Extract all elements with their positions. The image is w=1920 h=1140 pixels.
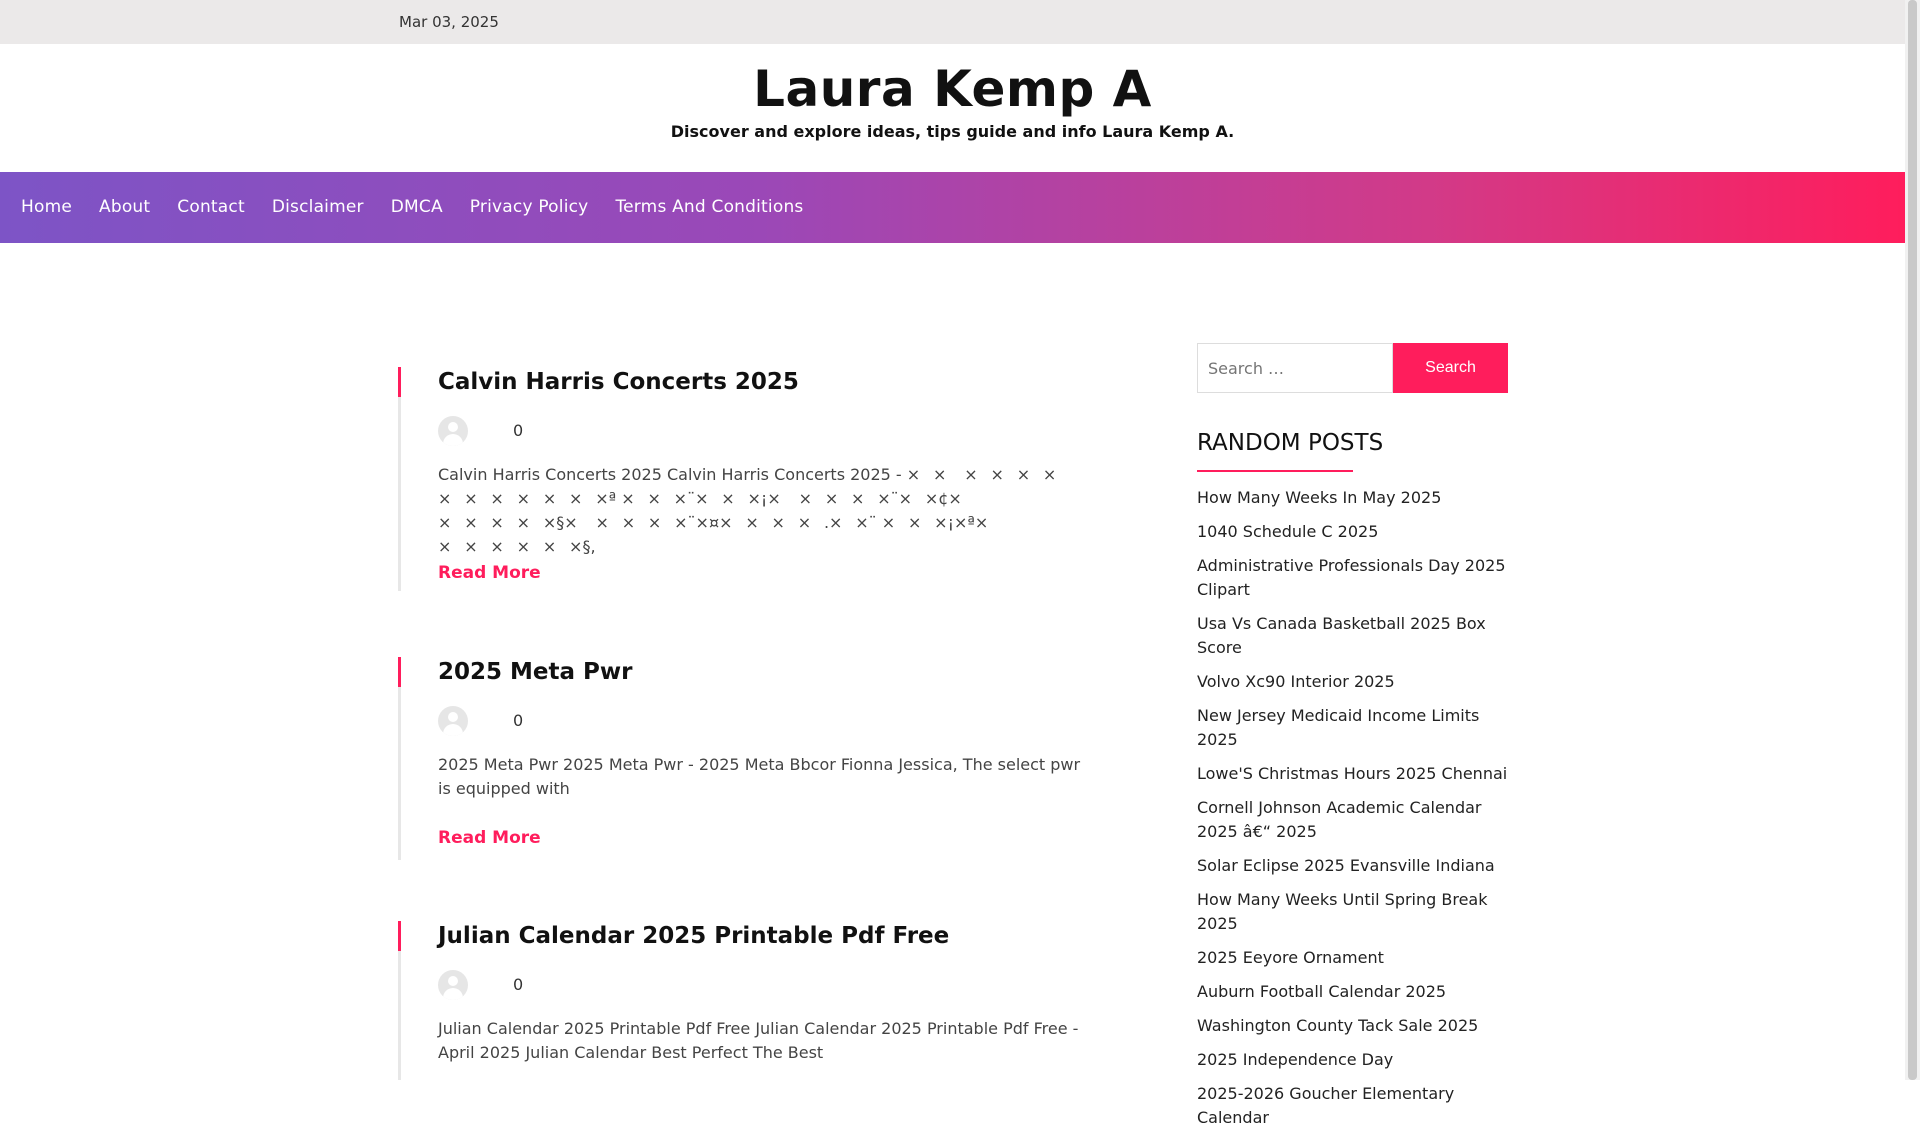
site-header — [0, 44, 1905, 172]
random-post-link[interactable]: Volvo Xc90 Interior 2025 — [1197, 672, 1395, 691]
main-navigation — [0, 172, 1905, 243]
post-card — [398, 921, 1091, 1080]
random-post-link[interactable]: Washington County Tack Sale 2025 — [1197, 1016, 1479, 1035]
random-post-link[interactable]: 2025 Eeyore Ornament — [1197, 948, 1384, 967]
author-avatar-icon[interactable] — [438, 706, 468, 736]
random-posts-heading: RANDOM POSTS — [1197, 430, 1384, 456]
post-card — [398, 657, 1091, 860]
author-avatar-icon[interactable] — [438, 970, 468, 1000]
nav-terms-and-conditions[interactable]: Terms And Conditions — [615, 197, 804, 217]
comment-count[interactable]: 0 — [513, 711, 524, 730]
nav-contact[interactable]: Contact — [177, 197, 245, 217]
random-post-link[interactable]: 2025 Independence Day — [1197, 1050, 1394, 1069]
read-more-link[interactable]: Read More — [438, 563, 541, 583]
author-avatar-icon[interactable] — [438, 416, 468, 446]
read-more-link[interactable]: Read More — [438, 828, 541, 848]
random-post-link[interactable]: 2025-2026 Goucher Elementary Calendar — [1197, 1084, 1455, 1127]
scrollbar-thumb[interactable] — [1908, 0, 1917, 1080]
site-title[interactable]: Laura Kemp A — [753, 60, 1152, 118]
random-post-link[interactable]: New Jersey Medicaid Income Limits 2025 — [1197, 706, 1480, 749]
random-post-link[interactable]: Auburn Football Calendar 2025 — [1197, 982, 1447, 1001]
comment-count[interactable]: 0 — [513, 421, 524, 440]
random-post-link[interactable]: Solar Eclipse 2025 Evansville Indiana — [1197, 856, 1495, 875]
post-title[interactable]: 2025 Meta Pwr — [438, 659, 633, 685]
random-post-link[interactable]: 1040 Schedule C 2025 — [1197, 522, 1379, 541]
page-scrollbar[interactable] — [1905, 0, 1920, 1080]
site-description: Discover and explore ideas, tips guide and info Laura Kemp A. — [670, 122, 1235, 141]
search-button[interactable]: Search — [1393, 343, 1508, 393]
random-post-link[interactable]: Administrative Professionals Day 2025 Clipart — [1197, 556, 1506, 599]
random-post-link[interactable]: How Many Weeks In May 2025 — [1197, 488, 1442, 507]
random-posts-list — [1197, 486, 1515, 1140]
nav-home[interactable]: Home — [21, 197, 73, 217]
post-accent-bar — [398, 657, 401, 687]
heading-underline — [1197, 470, 1353, 472]
top-bar — [0, 0, 1905, 44]
random-post-link[interactable]: Usa Vs Canada Basketball 2025 Box Score — [1197, 614, 1486, 657]
post-accent-bar — [398, 367, 401, 397]
post-title[interactable]: Julian Calendar 2025 Printable Pdf Free — [438, 923, 950, 949]
search-input[interactable] — [1197, 343, 1393, 393]
random-post-link[interactable]: How Many Weeks Until Spring Break 2025 — [1197, 890, 1488, 933]
nav-disclaimer[interactable]: Disclaimer — [271, 197, 364, 217]
comment-count[interactable]: 0 — [513, 975, 524, 994]
random-post-link[interactable]: Lowe'S Christmas Hours 2025 Chennai — [1197, 764, 1508, 783]
current-date: Mar 03, 2025 — [399, 13, 499, 31]
post-excerpt: Julian Calendar 2025 Printable Pdf Free Julian Calendar 2025 Printable Pdf Free - April 2025 Julian Calendar Best Perfect The Best — [438, 1019, 1079, 1062]
post-title[interactable]: Calvin Harris Concerts 2025 — [438, 369, 799, 395]
nav-privacy-policy[interactable]: Privacy Policy — [469, 197, 589, 217]
nav-about[interactable]: About — [99, 197, 151, 217]
post-card — [398, 367, 1091, 591]
post-excerpt: 2025 Meta Pwr 2025 Meta Pwr - 2025 Meta Bbcor Fionna Jessica, The select pwr is equipped with — [438, 755, 1081, 798]
post-accent-bar — [398, 921, 401, 951]
random-post-link[interactable]: Cornell Johnson Academic Calendar 2025 â€“ 2025 — [1197, 798, 1482, 841]
nav-dmca[interactable]: DMCA — [390, 197, 443, 217]
post-excerpt: Calvin Harris Concerts 2025 Calvin Harris Concerts 2025 - ×× ×××× ×××××××ª ×××¨×××¡× ××××¨××¢× ×××××§× ××××¨×¤××××.××¨ ×××¡×ª× ××××××§, — [438, 465, 1057, 556]
